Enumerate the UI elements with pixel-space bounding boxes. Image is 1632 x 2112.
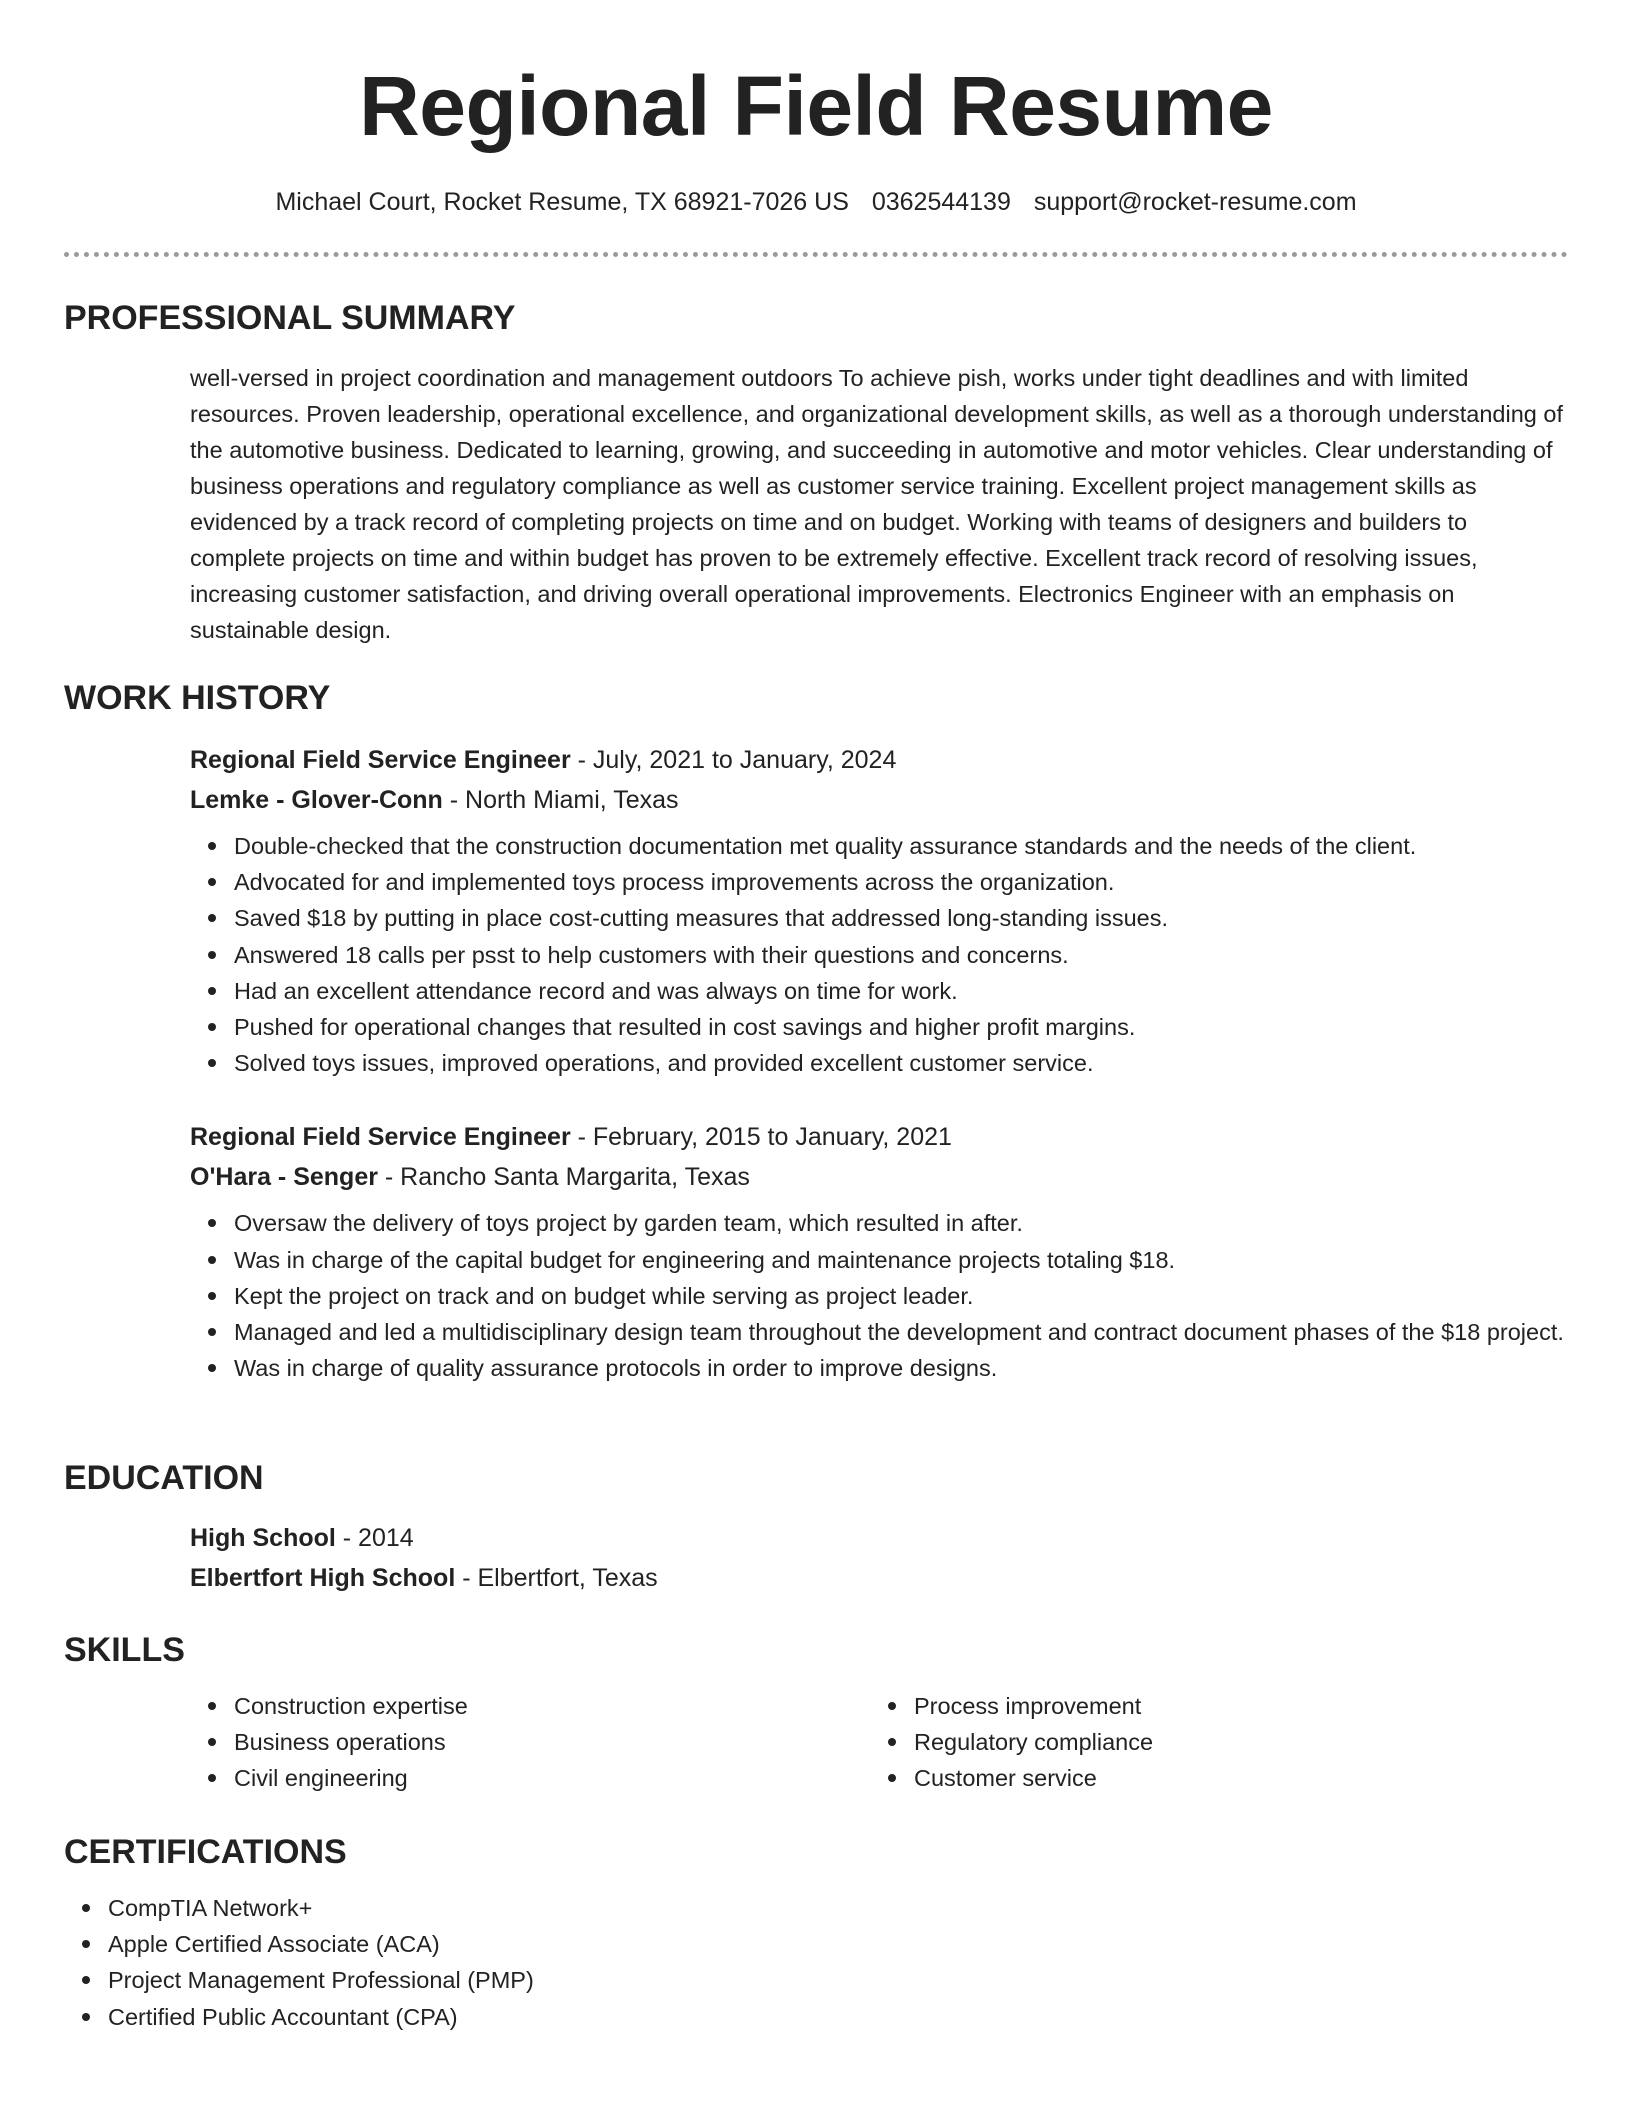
job-role: Regional Field Service Engineer: [190, 1123, 571, 1152]
header-divider: [64, 252, 1568, 257]
list-item: Construction expertise: [234, 1688, 870, 1724]
certifications-heading: CERTIFICATIONS: [64, 1833, 347, 1871]
education-school: Elbertfort High School: [190, 1564, 456, 1592]
summary-heading: PROFESSIONAL SUMMARY: [64, 299, 516, 337]
education-degree-line: [190, 1518, 1568, 1558]
skills-list-right: [870, 1688, 1544, 1797]
job-company: Lemke - Glover-Conn: [190, 786, 443, 814]
education-heading: EDUCATION: [64, 1459, 264, 1497]
list-item: Regulatory compliance: [914, 1724, 1544, 1760]
summary-section: [64, 296, 1568, 648]
resume-title: Regional Field Resume: [359, 59, 1273, 153]
job-location: - North Miami, Texas: [442, 786, 679, 814]
education-entry: [190, 1518, 1568, 1598]
job-bullets: [190, 1205, 1568, 1386]
job-role: Regional Field Service Engineer: [190, 746, 571, 774]
job-location: - Rancho Santa Margarita, Texas: [377, 1163, 750, 1192]
education-location: - Elbertfort, Texas: [455, 1564, 658, 1592]
list-item: Customer service: [914, 1760, 1544, 1796]
job-entry: [190, 1117, 1568, 1386]
skills-list-left: [190, 1688, 870, 1797]
list-item: CompTIA Network+: [108, 1890, 1442, 1926]
job-company: O'Hara - Senger: [190, 1163, 378, 1192]
job-dates: - February, 2015 to January, 2021: [570, 1123, 952, 1152]
skills-heading: SKILLS: [64, 1631, 185, 1669]
skills-section: [64, 1628, 1568, 1797]
list-item: Was in charge of the capital budget for engineering and maintenance projects totaling $18.: [234, 1242, 1568, 1278]
resume-page: [64, 0, 1568, 2030]
education-year: - 2014: [335, 1524, 414, 1552]
contact-line: [64, 184, 1568, 220]
list-item: Certified Public Accountant (CPA): [108, 1999, 1442, 2035]
job-company-line: [190, 780, 1568, 820]
job-role-line: [190, 740, 1568, 780]
summary-text: well-versed in project coordination and management outdoors To achieve pish, works under tight deadlines and with limited resources. Proven leadership, operational excellence, and organizational development skills, as well as a thorough understanding of the automotive business. Dedicated to learning, growing, and succeeding in automotive and motor vehicles. Clear understanding of business operations and regulatory compliance as well as customer service training. Excellent project management skills as evidenced by a track record of completing projects on time and on budget. Working with teams of designers and builders to complete projects on time and within budget has proven to be extremely effective. Excellent track record of resolving issues, increasing customer satisfaction, and driving overall operational improvements. Electronics Engineer with an emphasis on sustainable design.: [190, 365, 1563, 643]
list-item: Pushed for operational changes that resulted in cost savings and higher profit margins.: [234, 1009, 1568, 1045]
list-item: Oversaw the delivery of toys project by garden team, which resulted in after.: [234, 1205, 1568, 1241]
list-item: Had an excellent attendance record and was always on time for work.: [234, 973, 1568, 1009]
contact-email: support@rocket-resume.com: [1033, 188, 1357, 216]
job-bullets: [190, 828, 1568, 1081]
list-item: Saved $18 by putting in place cost-cutting measures that addressed long-standing issues.: [234, 900, 1568, 936]
list-item: Advocated for and implemented toys process improvements across the organization.: [234, 864, 1568, 900]
certifications-list: [64, 1890, 1442, 2035]
job-entry: [190, 740, 1568, 1081]
contact-address: Michael Court, Rocket Resume, TX 68921-7026 US: [275, 188, 849, 216]
list-item: Answered 18 calls per psst to help customers with their questions and concerns.: [234, 937, 1568, 973]
contact-phone: 0362544139: [871, 188, 1011, 216]
list-item: Project Management Professional (PMP): [108, 1962, 1442, 1998]
certifications-section: [64, 1830, 1568, 2035]
work-section: [64, 676, 1568, 1386]
skills-grid: [190, 1688, 1568, 1797]
list-item: Managed and led a multidisciplinary design team throughout the development and contract document phases of the $18 project.: [234, 1314, 1568, 1350]
education-section: [64, 1456, 1568, 1598]
list-item: Process improvement: [914, 1688, 1544, 1724]
job-dates: - July, 2021 to January, 2024: [570, 746, 897, 774]
list-item: Kept the project on track and on budget while serving as project leader.: [234, 1278, 1568, 1314]
list-item: Apple Certified Associate (ACA): [108, 1926, 1442, 1962]
work-heading: WORK HISTORY: [64, 679, 331, 717]
list-item: Was in charge of quality assurance protocols in order to improve designs.: [234, 1350, 1568, 1386]
job-company-line: [190, 1157, 1568, 1197]
list-item: Solved toys issues, improved operations, and provided excellent customer service.: [234, 1045, 1568, 1081]
education-school-line: [190, 1558, 1568, 1598]
list-item: Double-checked that the construction documentation met quality assurance standards and the needs of the client.: [234, 828, 1568, 864]
job-role-line: [190, 1117, 1568, 1157]
list-item: Civil engineering: [234, 1760, 870, 1796]
list-item: Business operations: [234, 1724, 870, 1760]
education-degree: High School: [190, 1524, 336, 1552]
